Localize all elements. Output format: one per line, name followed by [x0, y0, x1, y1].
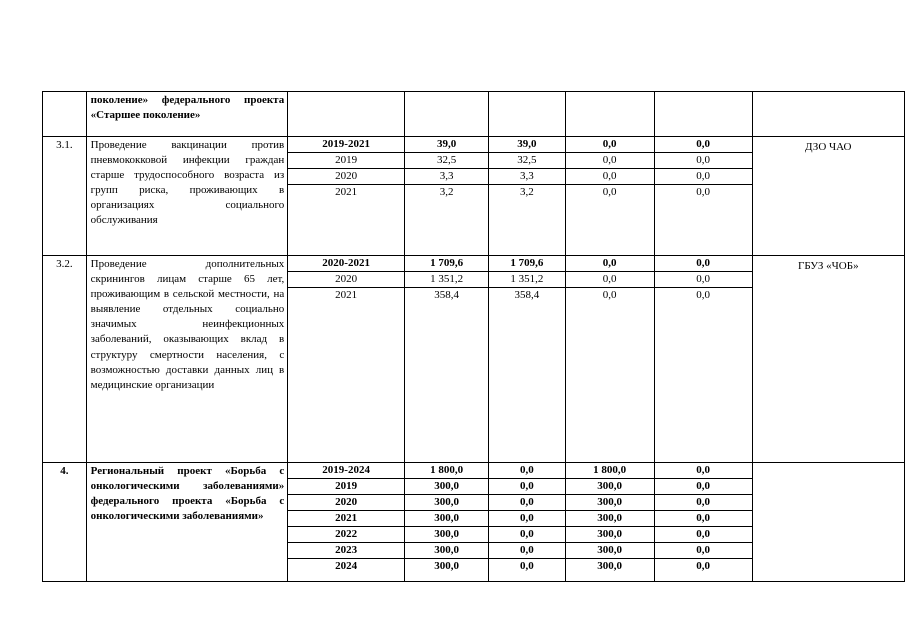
year-cell: 2024 — [335, 560, 358, 572]
regional-cell: 0,0 — [566, 169, 654, 185]
regional-cell-group — [565, 92, 654, 137]
other-cell-group — [654, 256, 752, 463]
executor-cell: ДЗО ЧАО — [752, 137, 904, 256]
regional-cell: 300,0 — [566, 495, 654, 511]
federal-cell: 0,0 — [489, 463, 564, 479]
other-cell: 0,0 — [655, 479, 752, 495]
regional-cell: 0,0 — [566, 153, 654, 169]
regional-cell: 300,0 — [566, 479, 654, 495]
federal-cell: 32,5 — [489, 153, 564, 169]
other-cell: 0,0 — [696, 560, 710, 572]
year-cell: 2020 — [288, 495, 404, 511]
regional-cell: 300,0 — [566, 543, 654, 559]
row-number — [43, 92, 87, 137]
year-cell: 2021 — [335, 289, 358, 301]
total-cell: 1 709,6 — [405, 256, 488, 272]
other-cell: 0,0 — [696, 289, 710, 301]
row-number: 3.1. — [43, 137, 87, 256]
year-cell: 2022 — [288, 527, 404, 543]
year-cell: 2020-2021 — [288, 256, 404, 272]
other-cell: 0,0 — [655, 169, 752, 185]
total-cell: 39,0 — [405, 137, 488, 153]
other-cell: 0,0 — [655, 272, 752, 288]
total-cell-group — [405, 137, 489, 256]
measure-description: Региональный проект «Борьба с онкологическими заболеваниями» федерального проекта «Борьба с онкологическими заболеваниями» — [86, 463, 288, 582]
year-cell: 2021 — [288, 511, 404, 527]
federal-cell: 1 351,2 — [489, 272, 564, 288]
regional-cell: 1 800,0 — [566, 463, 654, 479]
total-cell: 300,0 — [434, 560, 459, 572]
federal-cell: 0,0 — [489, 527, 564, 543]
total-cell: 300,0 — [405, 511, 488, 527]
total-cell: 300,0 — [405, 495, 488, 511]
table-row — [43, 137, 905, 256]
year-cell-group — [288, 256, 405, 463]
regional-cell: 300,0 — [566, 511, 654, 527]
measure-description: поколение» федерального проекта «Старшее поколение» — [86, 92, 288, 137]
other-cell-group — [654, 463, 752, 582]
executor-cell — [752, 463, 904, 582]
total-cell: 3,2 — [439, 186, 454, 198]
total-cell: 300,0 — [405, 527, 488, 543]
regional-cell-group — [565, 256, 654, 463]
year-cell: 2019 — [288, 479, 404, 495]
federal-cell: 0,0 — [489, 511, 564, 527]
federal-cell: 3,2 — [520, 186, 534, 198]
row-number: 3.2. — [43, 256, 87, 463]
year-cell-group — [288, 92, 405, 137]
regional-cell: 0,0 — [602, 289, 617, 301]
regional-cell: 0,0 — [566, 137, 654, 153]
total-cell-group — [405, 92, 489, 137]
executor-cell — [752, 92, 904, 137]
federal-cell: 1 709,6 — [489, 256, 564, 272]
total-cell: 1 351,2 — [405, 272, 488, 288]
total-cell-group — [405, 256, 489, 463]
year-cell: 2021 — [335, 186, 358, 198]
regional-cell: 300,0 — [566, 527, 654, 543]
other-cell-group — [654, 92, 752, 137]
total-cell: 300,0 — [405, 543, 488, 559]
federal-cell: 0,0 — [489, 543, 564, 559]
total-cell-group — [405, 463, 489, 582]
year-cell: 2023 — [288, 543, 404, 559]
federal-cell: 0,0 — [489, 495, 564, 511]
year-cell-group — [288, 137, 405, 256]
year-cell: 2020 — [288, 169, 404, 185]
total-cell: 300,0 — [405, 479, 488, 495]
other-cell: 0,0 — [655, 543, 752, 559]
other-cell: 0,0 — [655, 511, 752, 527]
other-cell: 0,0 — [696, 186, 710, 198]
regional-cell: 0,0 — [602, 186, 617, 198]
regional-cell: 0,0 — [566, 272, 654, 288]
program-table — [42, 91, 905, 582]
federal-cell-group — [489, 256, 565, 463]
federal-cell-group — [489, 463, 565, 582]
measure-description: Проведение вакцинации против пневмококковой инфекции граждан старше трудоспособного возраста из групп риска, проживающих в организациях социального обслуживания — [86, 137, 288, 256]
other-cell: 0,0 — [655, 527, 752, 543]
table-row — [43, 256, 905, 463]
other-cell: 0,0 — [655, 137, 752, 153]
year-cell: 2019 — [288, 153, 404, 169]
table-row — [43, 463, 905, 582]
federal-cell: 358,4 — [514, 289, 540, 301]
year-cell-group — [288, 463, 405, 582]
other-cell: 0,0 — [655, 153, 752, 169]
total-cell: 1 800,0 — [405, 463, 488, 479]
year-cell: 2019-2024 — [288, 463, 404, 479]
total-cell: 32,5 — [405, 153, 488, 169]
regional-cell-group — [565, 137, 654, 256]
total-cell: 358,4 — [434, 289, 459, 301]
measure-description: Проведение дополнительных скринингов лицам старше 65 лет, проживающим в сельской местности, на выявление отдельных социально значимых неинфекционных заболеваний, оказывающих вклад в структуру смертности населения, с возможностью доставки данных лиц в медицинские организации — [86, 256, 288, 463]
federal-cell: 39,0 — [489, 137, 564, 153]
other-cell: 0,0 — [655, 256, 752, 272]
executor-cell: ГБУЗ «ЧОБ» — [752, 256, 904, 463]
federal-cell: 3,3 — [489, 169, 564, 185]
federal-cell: 0,0 — [489, 479, 564, 495]
total-cell: 3,3 — [405, 169, 488, 185]
regional-cell: 300,0 — [597, 560, 622, 572]
federal-cell: 0,0 — [520, 560, 534, 572]
other-cell: 0,0 — [655, 463, 752, 479]
other-cell: 0,0 — [655, 495, 752, 511]
federal-cell-group — [489, 92, 565, 137]
table-row — [43, 92, 905, 137]
other-cell-group — [654, 137, 752, 256]
federal-cell-group — [489, 137, 565, 256]
year-cell: 2020 — [288, 272, 404, 288]
regional-cell: 0,0 — [566, 256, 654, 272]
year-cell: 2019-2021 — [288, 137, 404, 153]
regional-cell-group — [565, 463, 654, 582]
row-number: 4. — [43, 463, 87, 582]
